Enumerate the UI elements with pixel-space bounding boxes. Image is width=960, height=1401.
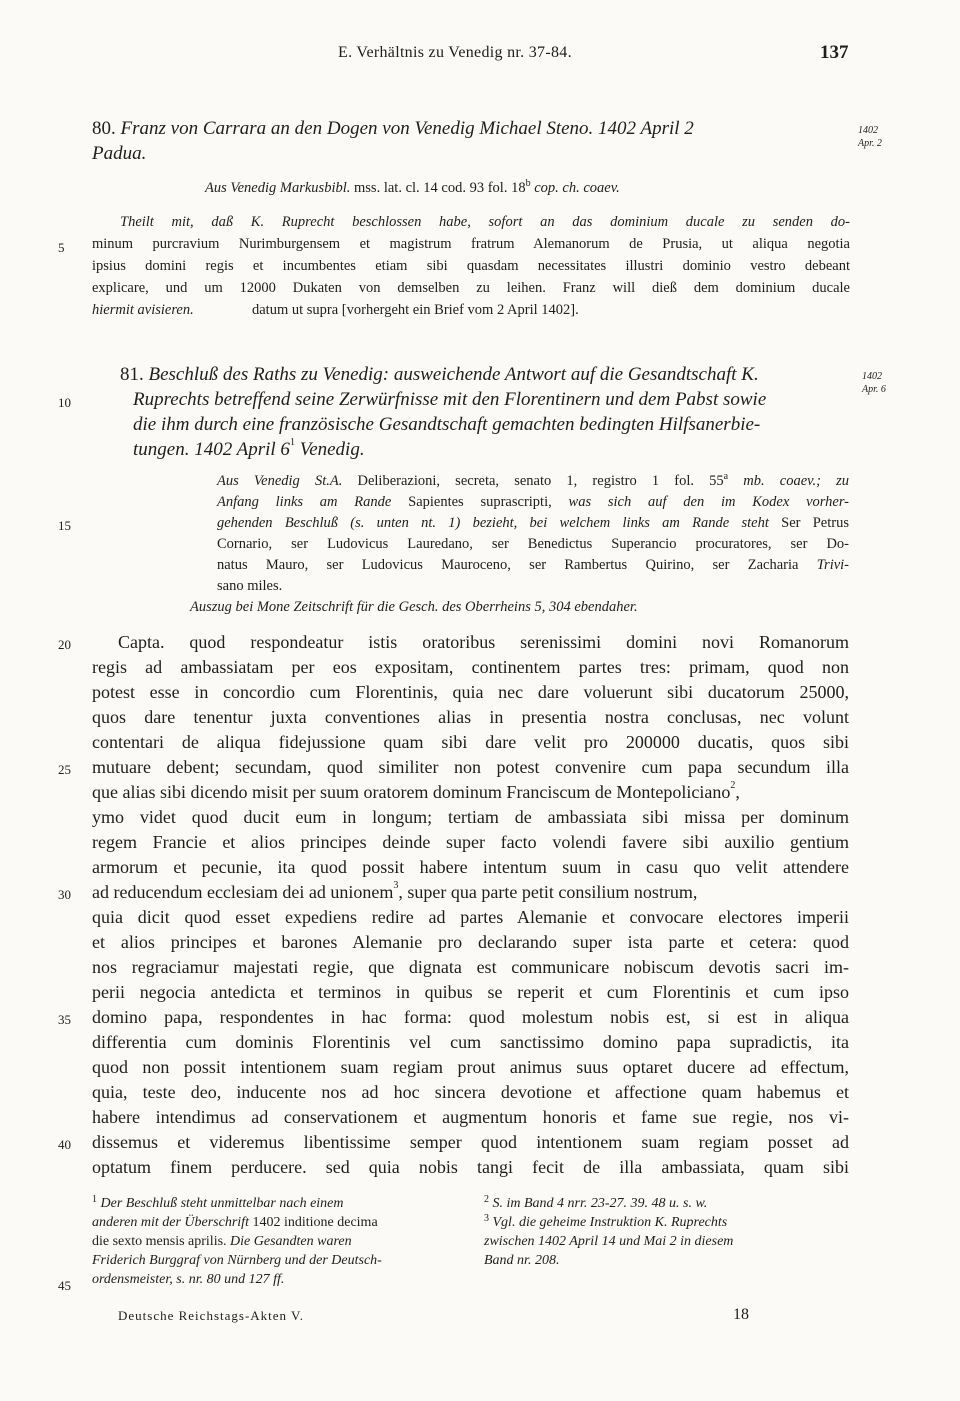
doc80-line-6: datum ut supra [vorhergeht ein Brief vom 2 April 1402]. [252, 302, 579, 318]
footnote-1-line4: Friderich Burggraf von Nürnberg und der Deutsch- [92, 1253, 382, 1268]
doc81-heading-line2: Ruprechts betreffend seine Zerwürfnisse mit den Florentinern und dem Pabst sowie [133, 389, 767, 410]
line-number: 30 [58, 887, 71, 902]
line-number: 15 [58, 518, 71, 533]
body-line-22: optatum finem perducere. sed quia nobis tangi fecit de illa ambassiata, quam sibi [92, 1157, 849, 1177]
body-line-14: nos regraciamur majestati regie, que dignata est communicare nobiscum devotis sacri im- [92, 957, 849, 977]
running-header [0, 44, 960, 68]
line-number: 20 [58, 637, 71, 652]
body-line-5: contentari de aliqua fidejussione quam sibi dare velit pro 200000 ducatis, quos sibi [92, 732, 849, 752]
doc80-source-prefix: Aus Venedig Markusbibl. [205, 180, 351, 196]
doc80-heading-line1 [92, 118, 694, 140]
doc81-source-line1: Aus Venedig St.A. Deliberazioni, secreta, senato 1, registro 1 fol. 55$^a$ mb. coaev.; zu [217, 471, 849, 489]
body-line-19: quia, teste deo, inducente nos ad hoc sincera devotione et affectione quam habemus et [92, 1082, 849, 1102]
line-number: 5 [58, 240, 65, 255]
page-number: 137 [820, 42, 849, 63]
doc81-margin-year: 1402 [862, 371, 882, 382]
body-line-8: ymo videt quod ducit eum in longum; tertiam de ambassiata sibi missa per dominum [92, 807, 849, 827]
doc80-margin-day: Apr. 2 [858, 138, 882, 149]
doc81-margin-date [862, 370, 886, 396]
doc80-source-suffix: cop. ch. coaev. [534, 180, 620, 196]
footnote-1-line5: ordensmeister, s. nr. 80 und 127 ff. [92, 1272, 285, 1287]
doc81-heading-place: Venedig. [299, 439, 365, 460]
series-title: Deutsche Reichstags-Akten V. [118, 1308, 305, 1323]
doc80-source-middle: mss. lat. cl. 14 cod. 93 fol. 18 [354, 180, 526, 196]
footnote-1-line2: anderen mit der Überschrift 1402 inditione decima [92, 1215, 378, 1230]
line-number: 25 [58, 762, 71, 777]
doc81-heading-line4 [133, 439, 365, 461]
doc81-source-line3: gehenden Beschluß (s. unten nt. 1) bezieht, bei welchem links am Rande steht Ser Petrus [217, 515, 849, 531]
running-title: E. Verhältnis zu Venedig nr. 37-84. [338, 44, 572, 61]
doc81-source-line5: natus Mauro, ser Ludovicus Mauroceno, ser Rambertus Quirino, ser Zacharia Trivi- [217, 557, 850, 573]
body-line-17: differentia cum dominis Florentinis vel cum sanctissimo domino papa supradictis, ita [92, 1032, 849, 1052]
doc81-number: 81. [120, 364, 144, 385]
body-line-15: perii negocia antedicta et terminos in quibus se reperit et cum Florentinis et cum ipso [92, 982, 849, 1002]
doc81-heading-tungen: tungen. [133, 439, 190, 460]
body-line-21: dissemus et videremus libentissime semper quod intentionem suam regiam posset ad [92, 1132, 849, 1152]
body-line-20: habere intendimus ad conservationem et augmentum honoris et fame sue regie, nos vi- [92, 1107, 849, 1127]
body-line-13: et alios principes et barones Alemanie pro declarando super ista parte et cetera: quod [92, 932, 849, 952]
footnote-2: $^2$ S. im Band 4 nrr. 23-27. 39. 48 u. s. w. [484, 1194, 708, 1211]
line-number: 40 [58, 1137, 71, 1152]
body-line-10: armorum et pecunie, ita quod possit habere intentum suum in casu quo velit attendere [92, 857, 849, 877]
doc80-heading-text: Franz von Carrara an den Dogen von Venedig Michael Steno. 1402 April 2 [120, 118, 694, 139]
body-line-6: mutuare debent; secundam, quod similiter non potest convenire cum papa secundum illa [92, 757, 849, 777]
body-line-7: que alias sibi dicendo misit per suum oratorem dominum Franciscum de Montepoliciano$^2$, [92, 780, 740, 802]
doc80-source-sup: b [525, 178, 531, 189]
doc80-heading-line2: Padua. [92, 143, 147, 164]
doc81-heading-text: Beschluß des Raths zu Venedig: ausweichende Antwort auf die Gesandtschaft K. [148, 364, 759, 385]
body-line-9: regem Francie et alios principes deinde super facto volendi favere sibi auxilio gentium [92, 832, 849, 852]
doc81-margin-day: Apr. 6 [862, 384, 886, 395]
doc81-source-line4: Cornario, ser Ludovicus Lauredano, ser Benedictus Superancio procuratores, ser Do- [217, 536, 849, 552]
footnote-1: $^1$ Der Beschluß steht unmittelbar nach einem [92, 1194, 344, 1211]
doc81-source-line2: Anfang links am Rande Sapientes suprascripti, was sich auf den im Kodex vorher- [217, 494, 850, 510]
doc81-heading-date: 1402 April 6 [194, 439, 290, 460]
doc80-line-2: minum purcravium Nurimburgensem et magistrum fratrum Alemanorum de Prusia, ut aliqua negotia [92, 236, 850, 252]
footnote-3-line2: zwischen 1402 April 14 und Mai 2 in diesem [484, 1234, 734, 1249]
body-line-11: ad reducendum ecclesiam dei ad unionem$^3$, super qua parte petit consilium nostrum, [92, 880, 698, 902]
doc81-heading-line1 [120, 364, 759, 386]
line-number: 10 [58, 395, 71, 410]
doc80-margin-year: 1402 [858, 125, 878, 136]
footnote-1-line3: die sexto mensis aprilis. Die Gesandten waren [92, 1234, 352, 1249]
body-line-4: quos dare tenentur juxta conventiones alias in presentia nostra conclusas, nec volunt [92, 707, 849, 727]
doc80-line-1: Theilt mit, daß K. Ruprecht beschlossen habe, sofort an das dominium ducale zu senden do- [120, 214, 850, 230]
doc80-line-5: hiermit avisieren. [92, 302, 194, 318]
line-number: 35 [58, 1012, 71, 1027]
body-line-2: regis ad ambassiatam per eos expositam, continentem partes tres: primam, quod non [92, 657, 849, 677]
doc80-source [205, 180, 620, 197]
doc80-number: 80. [92, 118, 116, 139]
doc81-source-line7: Auszug bei Mone Zeitschrift für die Gesch. des Oberrheins 5, 304 ebendaher. [190, 599, 638, 615]
doc81-heading-fnref: 1 [289, 437, 295, 448]
doc81-source-line6: sano miles. [217, 578, 283, 594]
doc81-heading-line3: die ihm durch eine französische Gesandtschaft gemachten bedingten Hilfsanerbie- [133, 414, 761, 435]
body-line-18: quod non possit intentionem suam regiam prout animus suus optaret ducere ad effectum, [92, 1057, 849, 1077]
footnote-3: $^3$ Vgl. die geheime Instruktion K. Ruprechts [484, 1213, 728, 1230]
body-line-1: Capta. quod respondeatur istis oratoribus serenissimi domini novi Romanorum [118, 632, 849, 652]
body-line-16: domino papa, respondentes in hac forma: quod molestum nobis est, si est in aliqua [92, 1007, 849, 1027]
footnote-3-line3: Band nr. 208. [484, 1253, 560, 1268]
signature-number: 18 [733, 1306, 749, 1323]
doc80-line-3: ipsius domini regis et incumbentes etiam sibi quasdam necessitates illustri dominio vestro debeant [92, 258, 850, 274]
body-line-3: potest esse in concordio cum Florentinis, quia nec dare voluerunt sibi ducatorum 25000, [92, 682, 849, 702]
body-line-12: quia dicit quod esset expediens redire ad partes Alemanie et convocare electores imperii [92, 907, 849, 927]
doc80-line-4: explicare, und um 12000 Dukaten von demselben zu leihen. Franz will dieß dem dominium ducale [92, 280, 850, 296]
doc80-margin-date [858, 124, 882, 150]
line-number: 45 [58, 1278, 71, 1293]
